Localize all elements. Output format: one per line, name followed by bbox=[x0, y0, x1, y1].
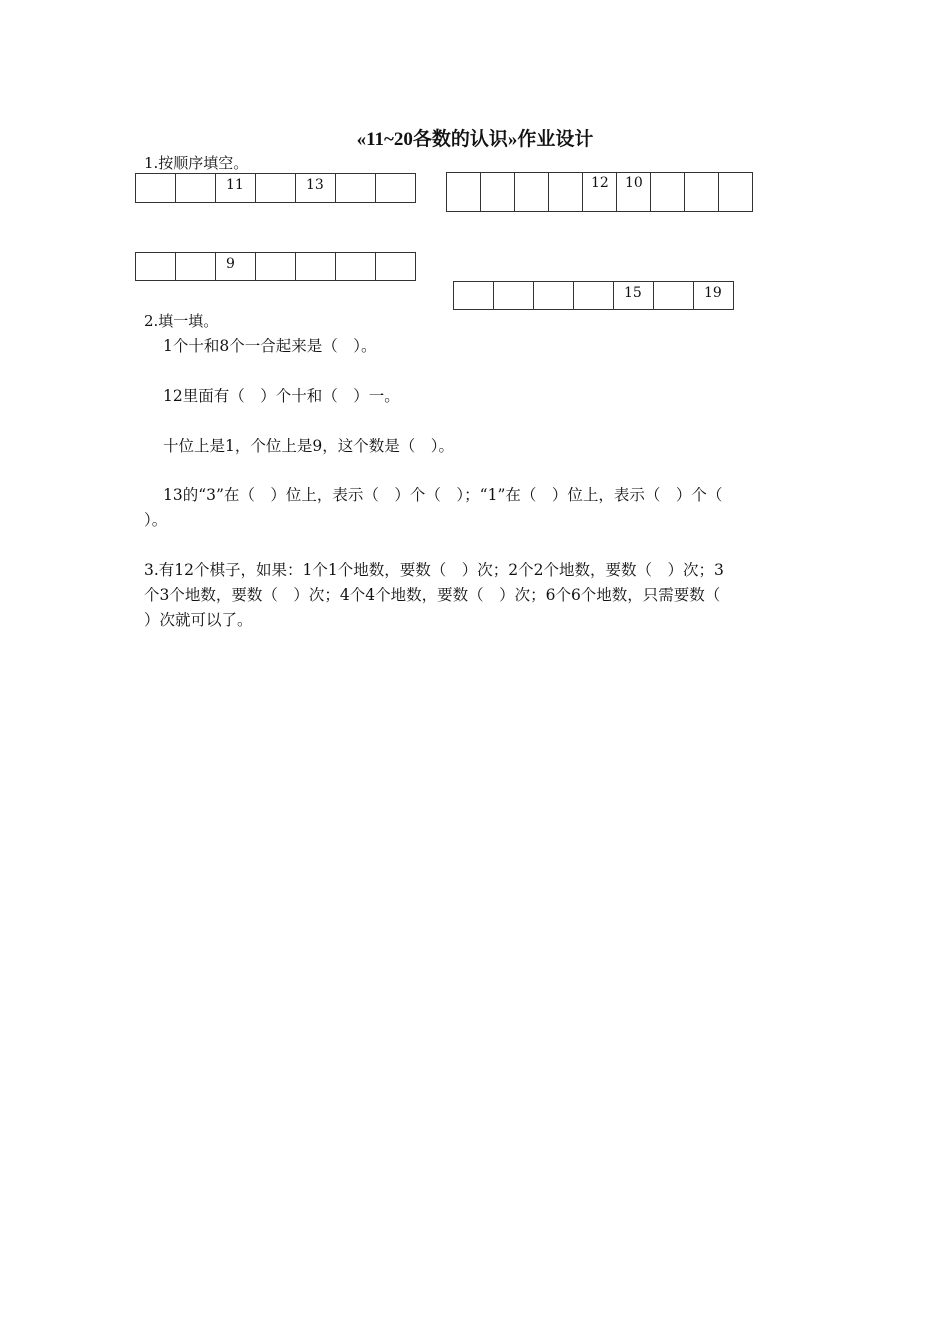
sequence-row-3 bbox=[135, 252, 416, 281]
sequence-cell[interactable] bbox=[653, 281, 694, 310]
sequence-cell[interactable] bbox=[255, 252, 296, 281]
sequence-cell[interactable] bbox=[514, 172, 549, 212]
sequence-cell[interactable]: 11 bbox=[215, 173, 256, 203]
question-3-line: ）次就可以了。 bbox=[144, 611, 253, 629]
sequence-cell[interactable] bbox=[480, 172, 515, 212]
sequence-cell[interactable] bbox=[175, 252, 216, 281]
sequence-cell[interactable]: 15 bbox=[613, 281, 654, 310]
sequence-cell[interactable]: 13 bbox=[295, 173, 336, 203]
sequence-cell[interactable] bbox=[453, 281, 494, 310]
sequence-cell[interactable] bbox=[335, 173, 376, 203]
question-2-line: 十位上是1，个位上是9，这个数是（ ）。 bbox=[163, 437, 454, 455]
sequence-cell[interactable] bbox=[650, 172, 685, 212]
sequence-cell[interactable]: 9 bbox=[215, 252, 256, 281]
sequence-row-1 bbox=[135, 173, 416, 203]
sequence-cell[interactable]: 10 bbox=[616, 172, 651, 212]
question-2-line: 1个十和8个一合起来是（ ）。 bbox=[163, 337, 377, 355]
question-3-line: 个3个地数，要数（ ）次；4个4个地数，要数（ ）次；6个6个地数，只需要数（ bbox=[144, 586, 721, 604]
sequence-cell[interactable]: 12 bbox=[582, 172, 617, 212]
sequence-cell[interactable]: 19 bbox=[693, 281, 734, 310]
sequence-cell[interactable] bbox=[548, 172, 583, 212]
question-3-line: 3.有12个棋子，如果：1个1个地数，要数（ ）次；2个2个地数，要数（ ）次；3 bbox=[144, 561, 724, 579]
question-2-line: 12里面有（ ）个十和（ ）一。 bbox=[163, 387, 400, 405]
question-2-line: 13的“3”在（ ）位上，表示（ ）个（ ）；“1”在（ ）位上，表示（ ）个（ bbox=[163, 486, 723, 504]
sequence-cell[interactable] bbox=[375, 173, 416, 203]
sequence-cell[interactable] bbox=[375, 252, 416, 281]
sequence-cell[interactable] bbox=[573, 281, 614, 310]
sequence-cell[interactable] bbox=[255, 173, 296, 203]
question-1-label: 1.按顺序填空。 bbox=[144, 154, 249, 172]
sequence-cell[interactable] bbox=[135, 252, 176, 281]
sequence-cell[interactable] bbox=[533, 281, 574, 310]
sequence-cell[interactable] bbox=[493, 281, 534, 310]
page-title: «11~20各数的认识»作业设计 bbox=[356, 129, 594, 150]
sequence-cell[interactable] bbox=[684, 172, 719, 212]
question-2-line: ）。 bbox=[144, 511, 168, 529]
sequence-cell[interactable] bbox=[175, 173, 216, 203]
sequence-cell[interactable] bbox=[335, 252, 376, 281]
sequence-cell[interactable] bbox=[135, 173, 176, 203]
question-2-label: 2.填一填。 bbox=[144, 312, 219, 330]
sequence-cell[interactable] bbox=[718, 172, 753, 212]
sequence-row-4 bbox=[453, 281, 734, 310]
sequence-cell[interactable] bbox=[295, 252, 336, 281]
sequence-row-2 bbox=[446, 172, 753, 212]
sequence-cell[interactable] bbox=[446, 172, 481, 212]
